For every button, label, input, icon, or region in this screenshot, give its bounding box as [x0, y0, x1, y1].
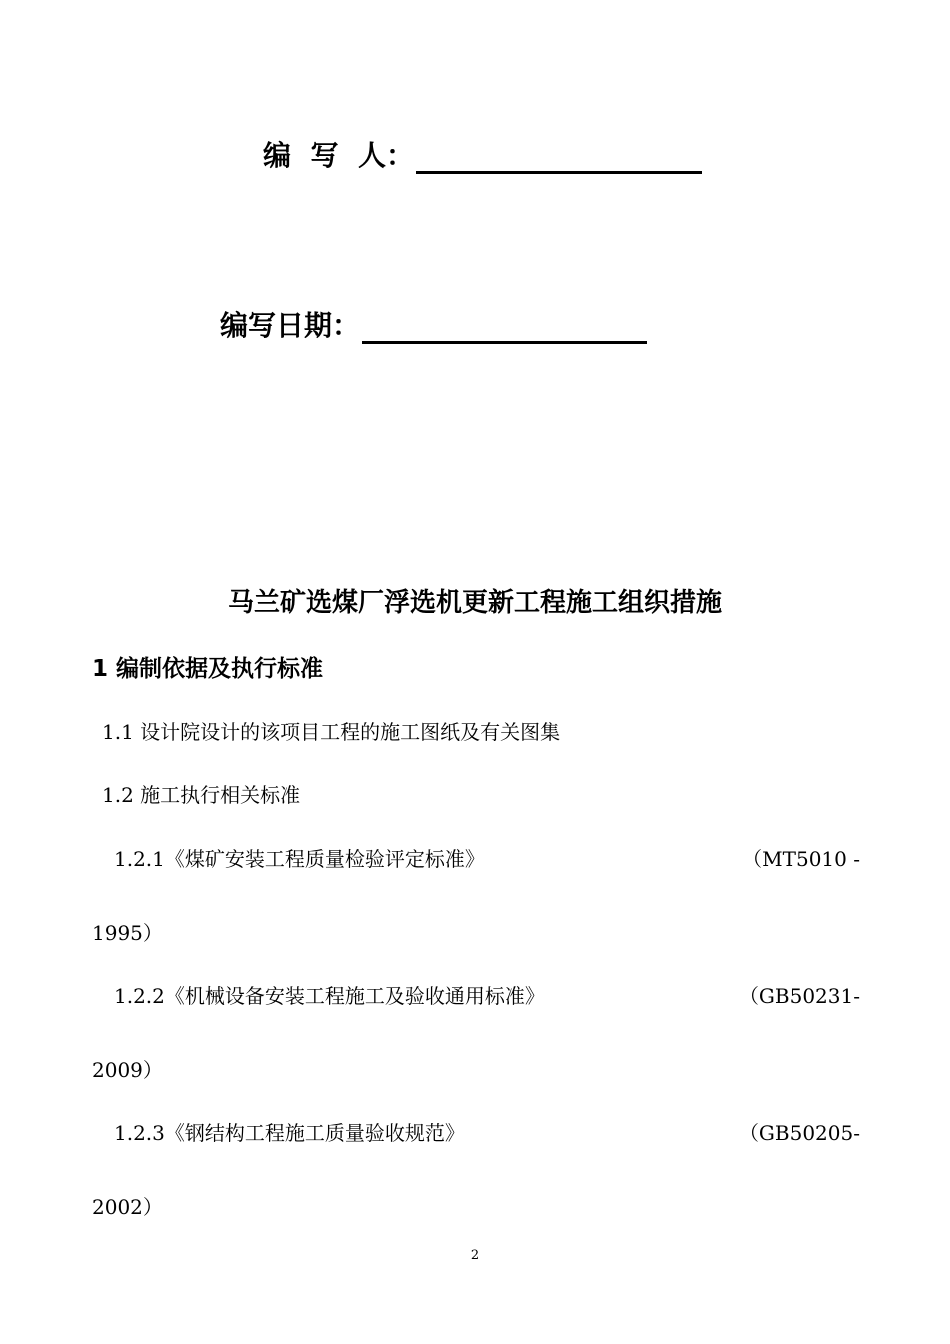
date-field — [220, 304, 647, 344]
standard-1-2-1-code-start: （MT5010 - — [742, 847, 860, 871]
standard-1-2-1-code-end: 1995） — [92, 921, 163, 945]
section-heading: 1 编制依据及执行标准 — [92, 656, 324, 682]
standard-1-2-2-title: 1.2.2《机械设备安装工程施工及验收通用标准》 — [114, 984, 545, 1008]
standard-1-2-1-title: 1.2.1《煤矿安装工程质量检验评定标准》 — [114, 847, 485, 871]
date-field-blank-line — [362, 311, 647, 344]
document-title: 马兰矿选煤厂浮选机更新工程施工组织措施 — [227, 588, 722, 618]
author-field-blank-line — [416, 141, 702, 174]
standard-1-2-2-code-start: （GB50231- — [738, 984, 860, 1008]
paragraph-1-2: 1.2 施工执行相关标准 — [102, 783, 301, 807]
author-field-label: 编 写 人： — [263, 139, 414, 172]
page-number: 2 — [470, 1248, 480, 1263]
standard-1-2-3-title: 1.2.3《钢结构工程施工质量验收规范》 — [114, 1121, 465, 1145]
standard-1-2-3-code-end: 2002） — [92, 1195, 163, 1219]
paragraph-1-1: 1.1 设计院设计的该项目工程的施工图纸及有关图集 — [102, 720, 561, 744]
standard-1-2-3-code-start: （GB50205- — [738, 1121, 860, 1145]
date-field-label: 编写日期： — [220, 309, 361, 342]
author-field — [263, 134, 702, 174]
standard-1-2-2-code-end: 2009） — [92, 1058, 163, 1082]
